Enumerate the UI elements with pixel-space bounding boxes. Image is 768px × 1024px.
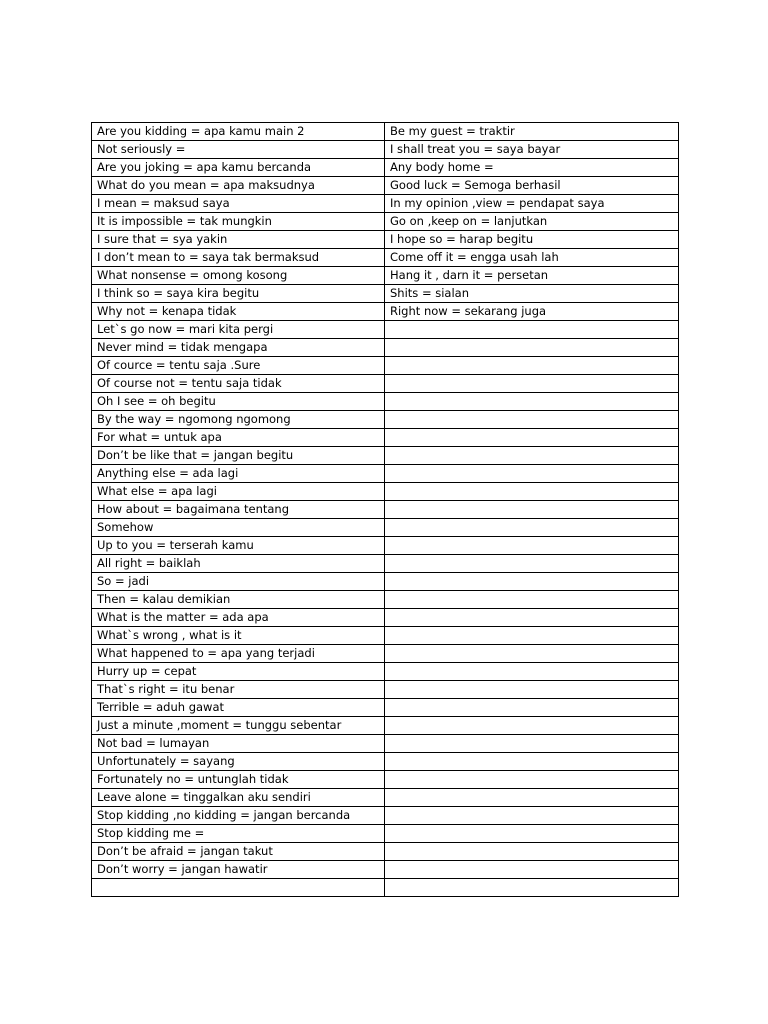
phrase-cell-right (385, 465, 679, 483)
phrase-cell-left: Somehow (92, 519, 385, 537)
phrase-cell-left: Why not = kenapa tidak (92, 303, 385, 321)
phrase-cell-right: Go on ,keep on = lanjutkan (385, 213, 679, 231)
phrase-cell-left: What is the matter = ada apa (92, 609, 385, 627)
phrase-cell-right (385, 717, 679, 735)
phrase-cell-left: How about = bagaimana tentang (92, 501, 385, 519)
phrase-cell-left: Anything else = ada lagi (92, 465, 385, 483)
table-row (92, 789, 679, 807)
phrase-cell-right (385, 411, 679, 429)
phrase-cell-left (92, 879, 385, 897)
phrase-cell-left: It is impossible = tak mungkin (92, 213, 385, 231)
phrase-cell-left: Unfortunately = sayang (92, 753, 385, 771)
table-row (92, 375, 679, 393)
phrase-cell-right (385, 555, 679, 573)
phrase-cell-right (385, 771, 679, 789)
phrase-cell-left: That`s right = itu benar (92, 681, 385, 699)
table-row (92, 357, 679, 375)
table-row (92, 231, 679, 249)
phrase-cell-right (385, 483, 679, 501)
table-row (92, 249, 679, 267)
phrase-table (91, 122, 679, 897)
phrase-cell-right: Good luck = Semoga berhasil (385, 177, 679, 195)
table-row (92, 735, 679, 753)
phrase-cell-right: Right now = sekarang juga (385, 303, 679, 321)
phrase-cell-left: Don’t be like that = jangan begitu (92, 447, 385, 465)
phrase-cell-right (385, 429, 679, 447)
table-row (92, 717, 679, 735)
phrase-cell-left: What do you mean = apa maksudnya (92, 177, 385, 195)
phrase-cell-left: I sure that = sya yakin (92, 231, 385, 249)
phrase-cell-left: Terrible = aduh gawat (92, 699, 385, 717)
phrase-cell-right (385, 537, 679, 555)
phrase-cell-left: Are you kidding = apa kamu main 2 (92, 123, 385, 141)
phrase-cell-left: Are you joking = apa kamu bercanda (92, 159, 385, 177)
phrase-cell-right (385, 789, 679, 807)
table-row (92, 861, 679, 879)
phrase-cell-right (385, 627, 679, 645)
table-row (92, 483, 679, 501)
table-row (92, 267, 679, 285)
table-row (92, 123, 679, 141)
phrase-cell-left: Stop kidding me = (92, 825, 385, 843)
phrase-cell-right (385, 825, 679, 843)
phrase-table-body (92, 123, 679, 897)
phrase-cell-left: For what = untuk apa (92, 429, 385, 447)
table-row (92, 753, 679, 771)
table-row (92, 879, 679, 897)
phrase-cell-right (385, 393, 679, 411)
phrase-cell-right (385, 735, 679, 753)
phrase-cell-right (385, 339, 679, 357)
table-row (92, 825, 679, 843)
phrase-cell-left: Just a minute ,moment = tunggu sebentar (92, 717, 385, 735)
table-row (92, 393, 679, 411)
phrase-cell-right (385, 591, 679, 609)
phrase-cell-left: What nonsense = omong kosong (92, 267, 385, 285)
table-row (92, 177, 679, 195)
table-row (92, 537, 679, 555)
phrase-cell-right: Any body home = (385, 159, 679, 177)
phrase-cell-right: Come off it = engga usah lah (385, 249, 679, 267)
phrase-cell-left: I mean = maksud saya (92, 195, 385, 213)
phrase-cell-right (385, 843, 679, 861)
table-row (92, 645, 679, 663)
phrase-cell-right (385, 753, 679, 771)
phrase-cell-left: What`s wrong , what is it (92, 627, 385, 645)
phrase-cell-left: Of cource = tentu saja .Sure (92, 357, 385, 375)
table-row (92, 627, 679, 645)
phrase-cell-left: By the way = ngomong ngomong (92, 411, 385, 429)
phrase-cell-right (385, 807, 679, 825)
phrase-cell-left: Hurry up = cepat (92, 663, 385, 681)
phrase-cell-right (385, 519, 679, 537)
table-row (92, 843, 679, 861)
table-row (92, 699, 679, 717)
phrase-cell-left: I think so = saya kira begitu (92, 285, 385, 303)
table-row (92, 465, 679, 483)
phrase-cell-right (385, 663, 679, 681)
phrase-cell-right (385, 879, 679, 897)
table-row (92, 339, 679, 357)
phrase-cell-left: Leave alone = tinggalkan aku sendiri (92, 789, 385, 807)
phrase-cell-left: Let`s go now = mari kita pergi (92, 321, 385, 339)
phrase-cell-right: Be my guest = traktir (385, 123, 679, 141)
phrase-cell-left: Stop kidding ,no kidding = jangan bercanda (92, 807, 385, 825)
phrase-cell-right (385, 501, 679, 519)
table-row (92, 807, 679, 825)
phrase-cell-left: Not bad = lumayan (92, 735, 385, 753)
phrase-cell-right: Shits = sialan (385, 285, 679, 303)
table-row (92, 213, 679, 231)
phrase-cell-left: Not seriously = (92, 141, 385, 159)
table-row (92, 609, 679, 627)
phrase-cell-left: All right = baiklah (92, 555, 385, 573)
phrase-cell-right: In my opinion ,view = pendapat saya (385, 195, 679, 213)
phrase-cell-right (385, 645, 679, 663)
phrase-cell-left: Then = kalau demikian (92, 591, 385, 609)
table-row (92, 429, 679, 447)
table-row (92, 663, 679, 681)
phrase-cell-right (385, 609, 679, 627)
phrase-cell-right (385, 375, 679, 393)
phrase-cell-right (385, 681, 679, 699)
phrase-cell-left: Up to you = terserah kamu (92, 537, 385, 555)
table-row (92, 519, 679, 537)
table-row (92, 321, 679, 339)
phrase-cell-right (385, 861, 679, 879)
table-row (92, 303, 679, 321)
phrase-cell-left: Of course not = tentu saja tidak (92, 375, 385, 393)
phrase-cell-right: I hope so = harap begitu (385, 231, 679, 249)
table-row (92, 285, 679, 303)
phrase-cell-left: What else = apa lagi (92, 483, 385, 501)
table-row (92, 771, 679, 789)
phrase-cell-right (385, 699, 679, 717)
table-row (92, 591, 679, 609)
phrase-cell-right (385, 447, 679, 465)
table-row (92, 573, 679, 591)
table-row (92, 501, 679, 519)
phrase-cell-left: Don’t be afraid = jangan takut (92, 843, 385, 861)
phrase-cell-left: Don’t worry = jangan hawatir (92, 861, 385, 879)
phrase-cell-left: Never mind = tidak mengapa (92, 339, 385, 357)
table-row (92, 681, 679, 699)
phrase-cell-left: Oh I see = oh begitu (92, 393, 385, 411)
phrase-cell-right (385, 321, 679, 339)
phrase-cell-left: So = jadi (92, 573, 385, 591)
table-row (92, 411, 679, 429)
phrase-cell-right: Hang it , darn it = persetan (385, 267, 679, 285)
table-row (92, 195, 679, 213)
phrase-cell-left: What happened to = apa yang terjadi (92, 645, 385, 663)
phrase-cell-right (385, 357, 679, 375)
phrase-cell-right (385, 573, 679, 591)
table-row (92, 159, 679, 177)
table-row (92, 447, 679, 465)
phrase-cell-left: Fortunately no = untunglah tidak (92, 771, 385, 789)
phrase-cell-left: I don’t mean to = saya tak bermaksud (92, 249, 385, 267)
phrase-cell-right: I shall treat you = saya bayar (385, 141, 679, 159)
table-row (92, 141, 679, 159)
table-row (92, 555, 679, 573)
